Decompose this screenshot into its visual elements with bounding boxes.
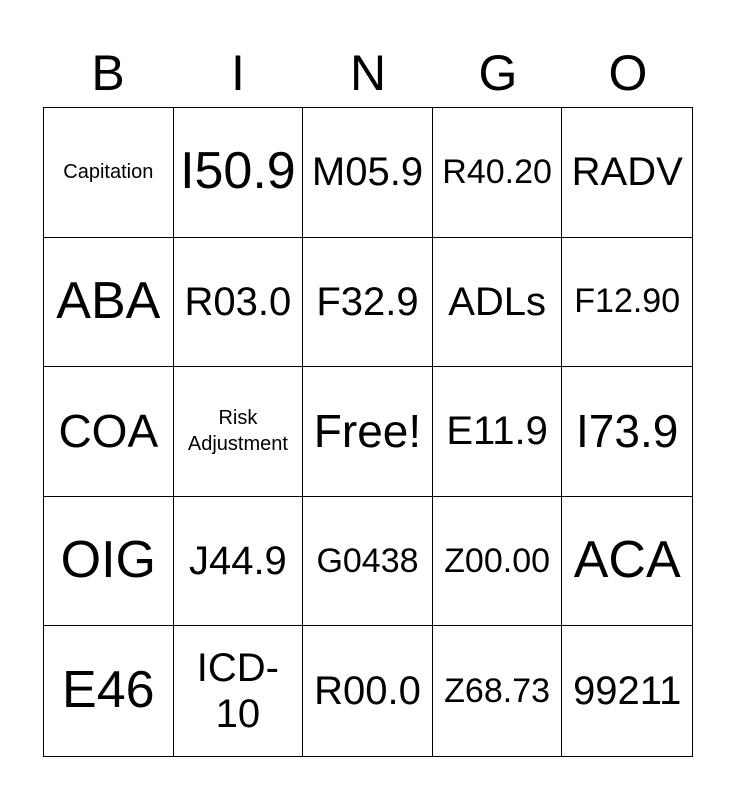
bingo-header (43, 38, 693, 108)
bingo-cell-r2-c4[interactable]: ADLs (433, 238, 563, 368)
bingo-cell-r2-c3[interactable]: F32.9 (303, 238, 433, 368)
bingo-cell-r2-c5[interactable]: F12.90 (562, 238, 692, 368)
bingo-cell-r3-c5[interactable]: I73.9 (562, 367, 692, 497)
header-letter-i: I (231, 45, 245, 101)
bingo-cell-r3-c1[interactable]: COA (44, 367, 174, 497)
header-letter-b: B (91, 45, 125, 101)
bingo-cell-r1-c4[interactable]: R40.20 (433, 108, 563, 238)
bingo-cell-r3-c2[interactable]: Risk Adjustment (174, 367, 304, 497)
header-letter-o: O (608, 45, 648, 101)
header-letter-g: G (478, 45, 518, 101)
bingo-cell-r4-c2[interactable]: J44.9 (174, 497, 304, 627)
bingo-cell-r1-c1[interactable]: Capitation (44, 108, 174, 238)
free-space-cell[interactable]: Free! (303, 367, 433, 497)
bingo-cell-r1-c3[interactable]: M05.9 (303, 108, 433, 238)
bingo-cell-r2-c1[interactable]: ABA (44, 238, 174, 368)
bingo-cell-r4-c1[interactable]: OIG (44, 497, 174, 627)
bingo-cell-r1-c5[interactable]: RADV (562, 108, 692, 238)
bingo-cell-r2-c2[interactable]: R03.0 (174, 238, 304, 368)
bingo-cell-r4-c3[interactable]: G0438 (303, 497, 433, 627)
header-letter-n: N (349, 45, 387, 101)
bingo-cell-r5-c5[interactable]: 99211 (573, 669, 682, 714)
bingo-cell-r3-c4[interactable]: E11.9 (433, 367, 563, 497)
bingo-cell-r5-c2[interactable]: ICD-10 (174, 626, 304, 756)
bingo-cell-r1-c2[interactable]: I50.9 (174, 108, 304, 238)
bingo-cell-r4-c5[interactable]: ACA (562, 497, 692, 627)
bingo-board (43, 107, 693, 757)
bingo-cell-r5-c1[interactable]: E46 (44, 626, 174, 756)
bingo-cell-r4-c4[interactable]: Z00.00 (433, 497, 563, 627)
bingo-cell-r5-c4[interactable]: Z68.73 (433, 626, 563, 756)
bingo-cell-r5-c3[interactable]: R00.0 (303, 626, 433, 756)
